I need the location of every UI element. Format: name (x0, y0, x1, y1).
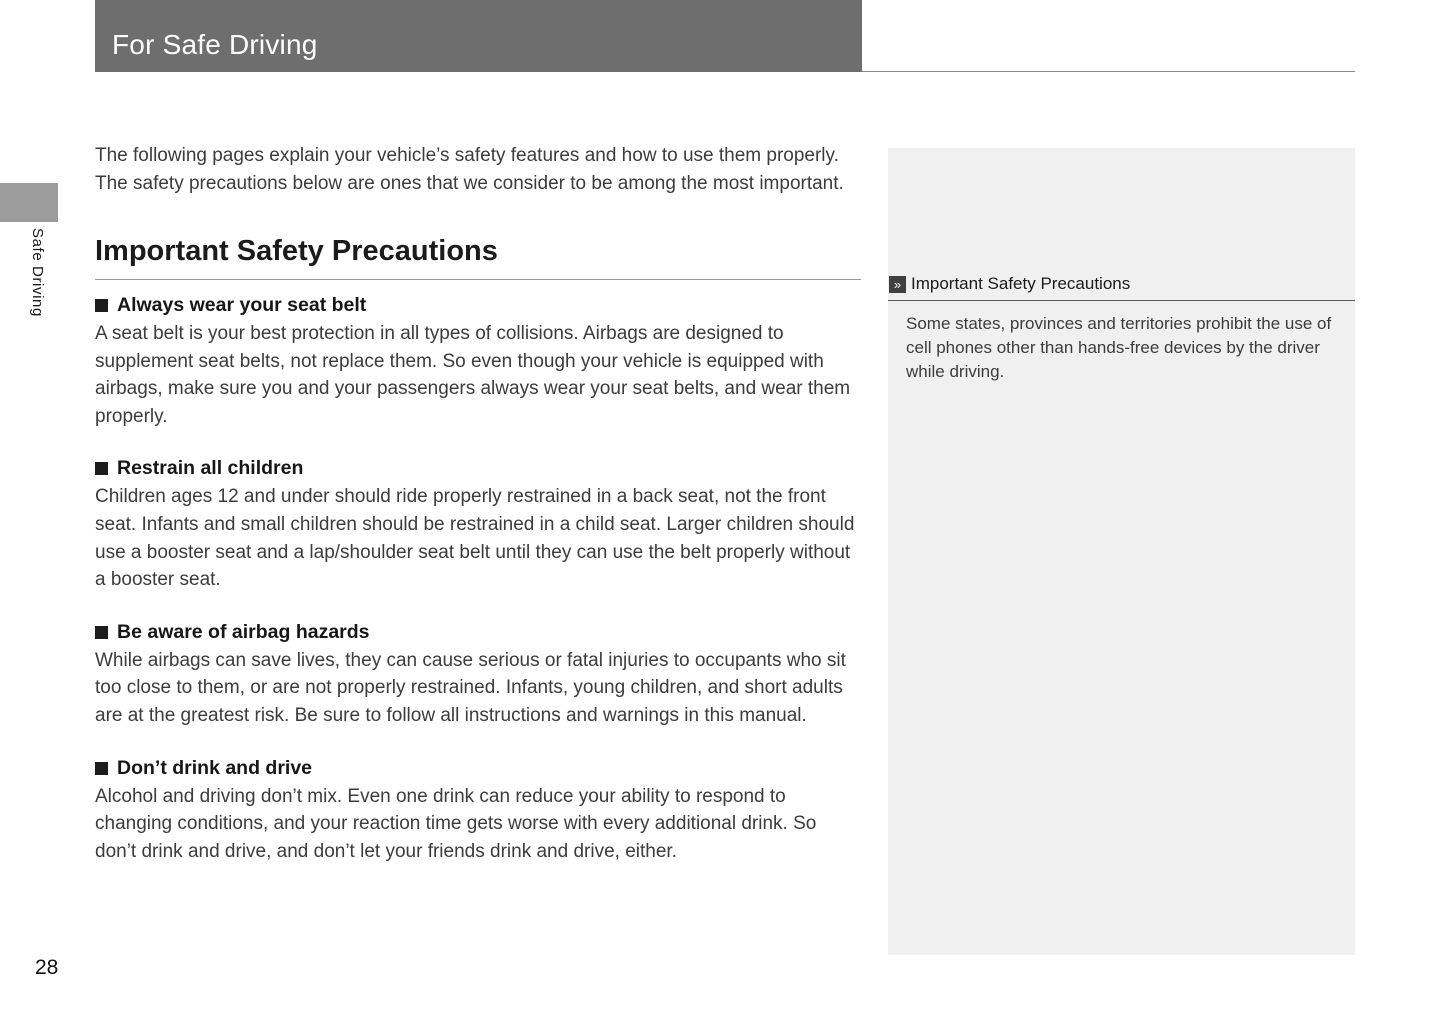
subsection-heading-text: Always wear your seat belt (117, 294, 367, 316)
subsection-heading (95, 294, 861, 317)
chapter-header-bar (95, 0, 862, 72)
square-bullet-icon (95, 762, 108, 775)
chapter-side-label: Safe Driving (29, 228, 46, 317)
page-number: 28 (35, 956, 59, 979)
subsection-airbag-hazards (95, 621, 861, 730)
subsection-heading (95, 457, 861, 480)
note-header (888, 274, 1355, 301)
section-title: Important Safety Precautions (95, 235, 861, 280)
header-band (95, 0, 1355, 72)
square-bullet-icon (95, 299, 108, 312)
square-bullet-icon (95, 626, 108, 639)
double-chevron-icon: » (889, 276, 906, 293)
note-title: Important Safety Precautions (911, 274, 1131, 293)
reference-note-box (888, 148, 1355, 955)
chapter-edge-tab (0, 183, 58, 222)
subsection-body: A seat belt is your best protection in all types of collisions. Airbags are designed to supplement seat belts, not replace them. So even though your vehicle is equipped with airbags, make sure you and your passengers always wear your seat belts, and wear them properly. (95, 323, 851, 427)
subsection-body: While airbags can save lives, they can cause serious or fatal injuries to occupants who sit too close to them, or are not properly restrained. Infants, young children, and short adults are at the greatest risk. Be sure to follow all instructions and warnings in this manual. (95, 649, 846, 726)
subsection-heading (95, 757, 861, 780)
square-bullet-icon (95, 462, 108, 475)
subsection-heading-text: Restrain all children (117, 457, 304, 480)
intro-paragraph: The following pages explain your vehicle’s safety features and how to use them properly. The safety precautions below are ones that we consider to be among the most important. (95, 145, 844, 194)
subsection-body: Alcohol and driving don’t mix. Even one drink can reduce your ability to respond to changing conditions, and your reaction time gets worse with every additional drink. So don’t drink and drive, and don’t let your friends drink and drive, either. (95, 785, 817, 862)
chapter-title: For Safe Driving (112, 29, 318, 60)
subsection-seat-belt (95, 294, 861, 430)
subsection-dont-drink-drive (95, 757, 861, 866)
subsection-heading (95, 621, 861, 644)
subsection-restrain-children (95, 457, 861, 593)
subsection-body: Children ages 12 and under should ride properly restrained in a back seat, not the front seat. Infants and small children should be restrained in a child seat. Larger children should use a booster seat and a lap/shoulder seat belt until they can use the belt properly without a booster seat. (95, 486, 855, 591)
note-body: Some states, provinces and territories prohibit the use of cell phones other than hands-free devices by the driver while driving. (906, 314, 1332, 381)
subsection-heading-text: Don’t drink and drive (117, 756, 313, 779)
main-content (95, 142, 861, 865)
subsection-heading-text: Be aware of airbag hazards (117, 620, 370, 643)
